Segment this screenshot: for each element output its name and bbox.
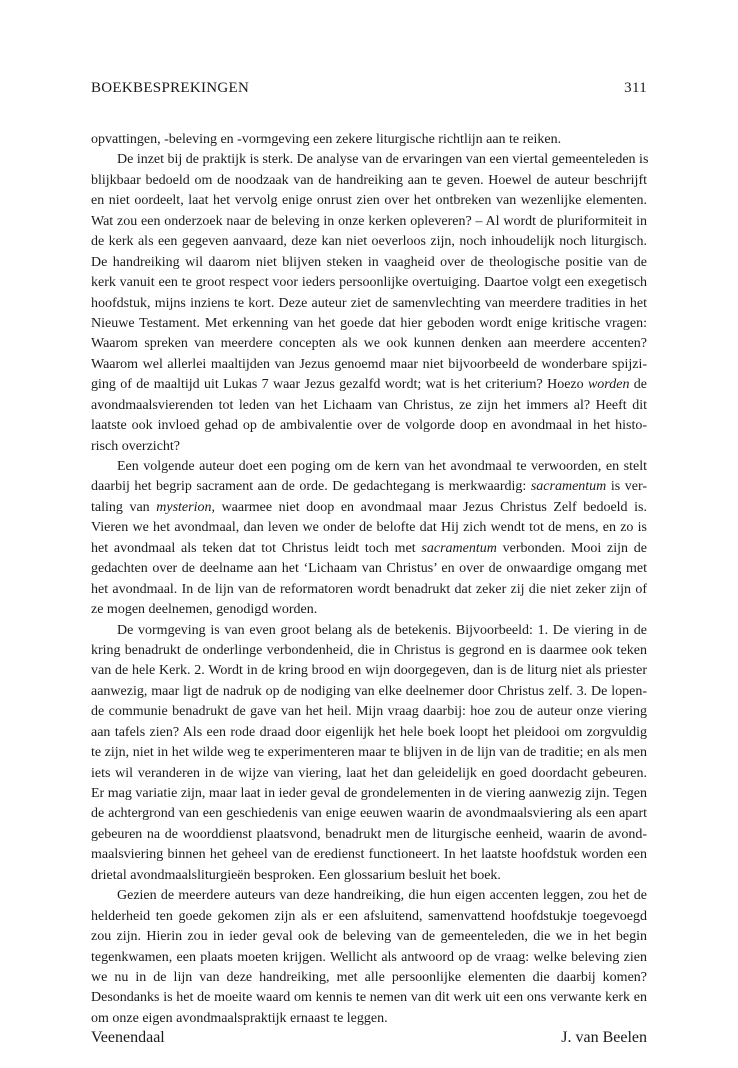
- text-run: zou zijn. Hierin zou in ieder geval ook de beleving van de gemeenteleden, die we in het begin: [91, 929, 647, 945]
- text-line: [91, 661, 647, 681]
- text-line: [91, 743, 647, 763]
- text-line: [91, 907, 647, 927]
- text-line: [91, 927, 647, 947]
- text-line: [91, 866, 647, 886]
- text-run: daarbij het begrip sacrament aan de orde. De gedachtegang is merkwaardig:: [91, 479, 531, 495]
- text-run: het avondmaal. In de lijn van de reformatoren wordt benadrukt dat zeker zij die niet zeker zijn of: [91, 581, 647, 597]
- text-line: [91, 314, 647, 334]
- text-run: , waarmee niet doop en avondmaal maar Jezus Christus Zelf bedoeld is.: [211, 499, 647, 515]
- text-line: [91, 702, 647, 722]
- text-line: [91, 375, 647, 395]
- text-line: [91, 1009, 647, 1029]
- text-line: [91, 130, 647, 150]
- text-line: [91, 825, 647, 845]
- text-run: te zijn, niet in het wilde weg te experimenteren maar te blijven in de lijn van de traditie; en als men: [91, 745, 647, 761]
- text-run: ze mogen deelnemen, genodigd worden.: [91, 602, 318, 618]
- text-line: [91, 253, 647, 273]
- text-run: kring benadrukt de onderlinge verbondenheid, die in Christus is gegrond en is daarmee ook teken: [91, 642, 647, 658]
- text-line: [91, 416, 647, 436]
- text-run: ging of de maaltijd uit Lukas 7 waar Jezus gezalfd wordt; wat is het criterium? Hoezo: [91, 377, 588, 393]
- text-line: [91, 498, 647, 518]
- text-run: blijkbaar bedoeld om de noodzaak van de handreiking aan te geven. Hoewel de auteur beschrijft: [91, 172, 647, 188]
- text-run: we nu in de lijn van deze handreiking, met alle persoonlijke elementen die daarbij komen?: [91, 969, 647, 985]
- text-run: Waarom spreken van meerdere concepten als we ook kunnen denken aan meerdere accenten?: [91, 336, 647, 352]
- text-line: [91, 600, 647, 620]
- text-run: het avondmaal als teken dat tot Christus leidt toch met: [91, 540, 422, 556]
- text-line: [91, 682, 647, 702]
- text-run: de kerk als een gegeven aanvaard, deze kan niet oeverloos zijn, noch inhoudelijk noch liturgisch.: [91, 234, 647, 250]
- text-line: [91, 191, 647, 211]
- text-run: avondmaalsvierenden tot leden van het Lichaam van Christus, ze zijn het immers al? Heeft dit: [91, 397, 647, 413]
- text-line: [91, 355, 647, 375]
- text-line: [91, 845, 647, 865]
- italic-term: worden: [587, 377, 630, 393]
- text-line: [91, 621, 647, 641]
- italic-term: sacramentum: [530, 479, 607, 495]
- text-run: aan tafels zien? Als een rode draad door eigenlijk het hele boek loopt het pleidooi om zorgvuldig: [91, 724, 647, 740]
- text-line: [91, 396, 647, 416]
- text-run: tegenkwamen, een plaats moeten krijgen. Wellicht als antwoord op de vraag: welke beleving zien: [91, 949, 647, 965]
- text-line: [91, 559, 647, 579]
- italic-term: sacramentum: [421, 540, 497, 556]
- text-line: [91, 764, 647, 784]
- text-run: verbonden. Mooi zijn de: [496, 540, 647, 556]
- text-line: [91, 580, 647, 600]
- text-run: kerk vanuit een te groot respect voor ieders persoonlijke overtuiging. Daartoe volgt een exegetisch: [91, 275, 647, 291]
- signature-line: [91, 1029, 647, 1049]
- text-line: [91, 171, 647, 191]
- text-line: [91, 437, 647, 457]
- text-run: risch overzicht?: [91, 438, 181, 454]
- text-run: en niet oordeelt, laat het vervolg enige onrust zien over het ontbreken van wezenlijke elementen.: [91, 193, 647, 209]
- text-line: [91, 518, 647, 538]
- text-run: Nieuwe Testament. Met erkenning van het goede dat hier geboden wordt enige kritische vragen:: [91, 315, 647, 331]
- text-run: opvattingen, -beleving en -vormgeving een zekere liturgische richtlijn aan te reiken.: [91, 132, 562, 147]
- text-run: laatste ook invloed gehad op de ambivalentie over de volgorde doop en avondmaal in het histo-: [91, 418, 647, 434]
- text-run: taling van: [91, 499, 157, 515]
- text-line: [91, 539, 647, 559]
- text-run: Wat zou een onderzoek naar de beleving in onze kerken opleveren? – Al wordt de pluriformiteit in: [91, 213, 647, 229]
- review-body: [91, 130, 647, 1029]
- text-line: [91, 948, 647, 968]
- text-run: gebeuren na de woorddienst plaatsvond, benadrukt men de liturgische eenheid, waarin de avond-: [91, 826, 647, 842]
- text-line: [91, 212, 647, 232]
- text-run: drietal avondmaalsliturgieën besproken. Een glossarium besluit het boek.: [91, 867, 501, 883]
- running-header: [91, 80, 647, 102]
- text-run: de communie benadrukt de gave van het heil. Mijn vraag daarbij: hoe zou de auteur onze viering: [91, 704, 647, 720]
- text-run: De inzet bij de praktijk is sterk. De analyse van de ervaringen van een viertal gemeenteleden is: [117, 152, 649, 168]
- text-run: iets wil veranderen in de wijze van viering, laat het dan geleidelijk en goed doordacht gebeuren.: [91, 765, 647, 781]
- text-line: [91, 723, 647, 743]
- text-run: De handreiking wil daarom niet blijven steken in vaagheid over de theologische positie van de: [91, 254, 647, 270]
- text-line: [91, 334, 647, 354]
- signature-author: J. van Beelen: [561, 1029, 647, 1047]
- page: [91, 80, 647, 1050]
- text-run: hoofdstuk, mijns inziens te kort. Deze auteur ziet de samenvlechting van meerdere tradities in het: [91, 295, 647, 311]
- text-run: De vormgeving is van even groot belang als de betekenis. Bijvoorbeeld: 1. De viering in de: [117, 622, 647, 638]
- text-line: [91, 150, 647, 170]
- text-line: [91, 988, 647, 1008]
- text-run: Een volgende auteur doet een poging om de kern van het avondmaal te verwoorden, en stelt: [117, 459, 647, 474]
- text-run: van de hele Kerk. 2. Wordt in de kring brood en wijn doorgegeven, dan is de liturg niet als priester: [91, 663, 647, 679]
- text-run: Waarom wel allerlei maaltijden van Jezus genoemd maar niet bijvoorbeeld de wonderbare spijzi-: [91, 356, 647, 372]
- text-line: [91, 804, 647, 824]
- text-run: Vieren we het avondmaal, dan leven we onder de belofte dat Hij zich wendt tot de mens, en zo is: [91, 520, 647, 536]
- text-run: Er mag variatie zijn, maar laat in ieder geval de grondelementen in de viering aanwezig zijn. Tegen: [91, 786, 647, 801]
- text-line: [91, 968, 647, 988]
- text-line: [91, 477, 647, 497]
- text-run: is ver-: [606, 479, 647, 495]
- text-run: Gezien de meerdere auteurs van deze handreiking, die hun eigen accenten leggen, zou het de: [117, 888, 647, 904]
- text-line: [91, 232, 647, 252]
- page-number: 311: [624, 80, 647, 96]
- text-run: om onze eigen avondmaalspraktijk ernaast te leggen.: [91, 1010, 388, 1026]
- text-line: [91, 886, 647, 906]
- text-line: [91, 641, 647, 661]
- text-line: [91, 273, 647, 293]
- text-run: maalsviering binnen het geheel van de eredienst functioneert. In het laatste hoofdstuk worden een: [91, 847, 647, 863]
- text-line: [91, 294, 647, 314]
- signature-place: Veenendaal: [91, 1029, 165, 1047]
- text-run: gedachten over de deelname aan het ‘Lichaam van Christus’ en over de onwaardige omgang met: [91, 561, 647, 577]
- text-line: [91, 784, 647, 804]
- running-title: BOEKBESPREKINGEN: [91, 80, 250, 96]
- text-run: helderheid ten goede gekomen zijn als er een afsluitend, samenvattend hoofdstukje toegevoegd: [91, 908, 647, 924]
- text-run: de achtergrond van een geschiedenis van enige eeuwen waarin de avondmaalsviering als een apart: [91, 806, 647, 822]
- italic-term: mysterion: [156, 499, 212, 515]
- text-run: aanwezig, maar ligt de nadruk op de nodiging van elke deelnemer door Christus zelf. 3. De lopen-: [91, 683, 647, 699]
- text-run: Desondanks is het de moeite waard om kennis te nemen van dit werk uit een ons verwante kerk en: [91, 990, 647, 1006]
- text-line: [91, 457, 647, 477]
- text-run: de: [629, 377, 648, 393]
